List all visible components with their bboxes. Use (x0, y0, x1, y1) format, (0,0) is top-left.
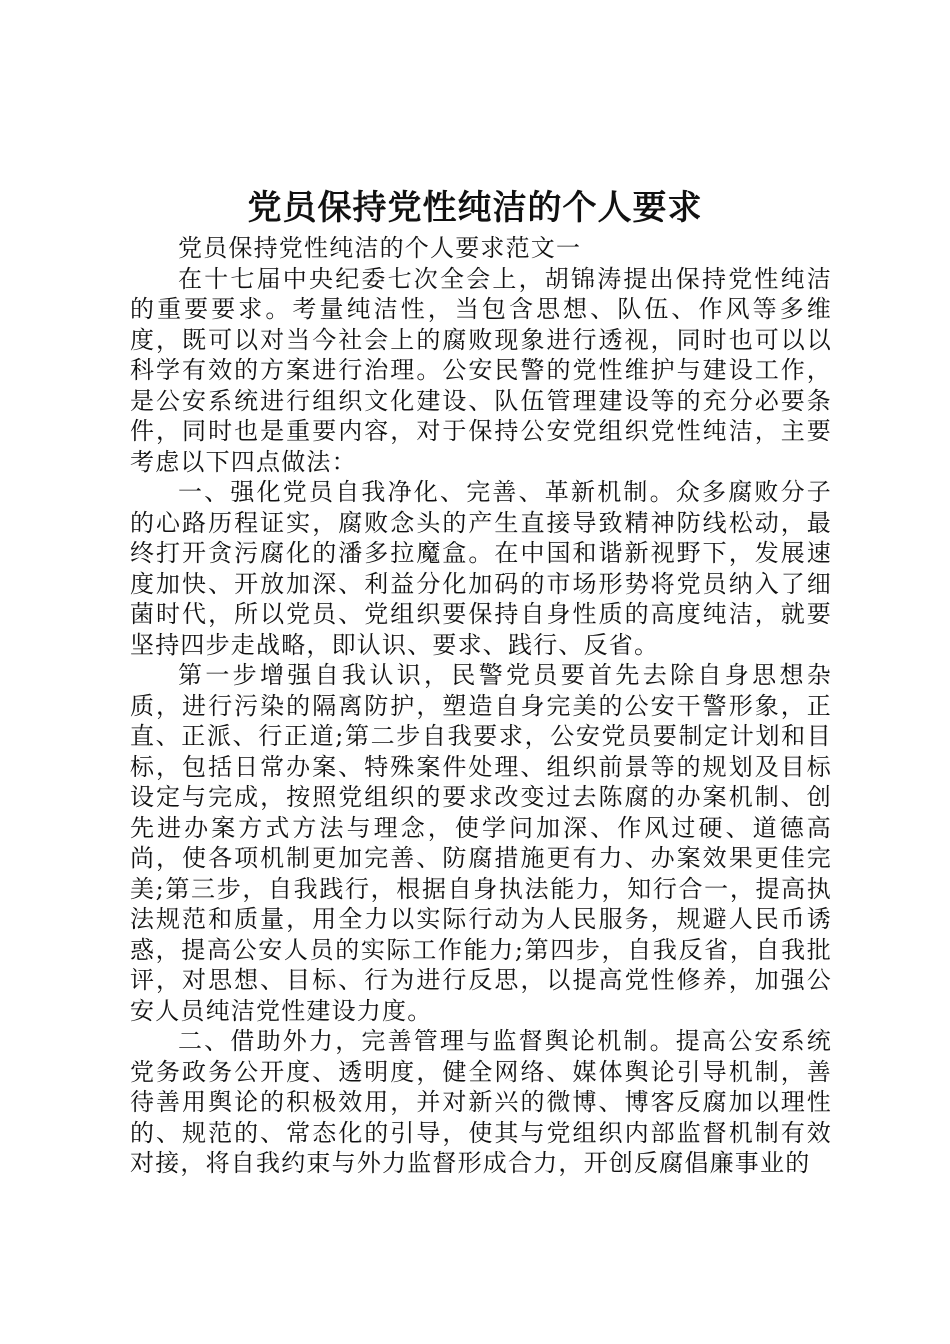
paragraph: 在十七届中央纪委七次全会上，胡锦涛提出保持党性纯洁的重要要求。考量纯洁性，当包含思想、队伍、作风等多维度，既可以对当今社会上的腐败现象进行透视，同时也可以以科学有效的方案进行治理。公安民警的党性维护与建设工作，是公安系统进行组织文化建设、队伍管理建设等的充分必要条件，同时也是重要内容，对于保持公安党组织党性纯洁，主要考虑以下四点做法： (130, 264, 832, 476)
paragraph: 一、强化党员自我净化、完善、革新机制。众多腐败分子的心路历程证实，腐败念头的产生直接导致精神防线松动，最终打开贪污腐化的潘多拉魔盒。在中国和谐新视野下，发展速度加快、开放加深、利益分化加码的市场形势将党员纳入了细菌时代，所以党员、党组织要保持自身性质的高度纯洁，就要坚持四步走战略，即认识、要求、践行、反省。 (130, 478, 832, 659)
document-body (130, 233, 832, 1179)
paragraph: 二、借助外力，完善管理与监督舆论机制。提高公安系统党务政务公开度、透明度，健全网络、媒体舆论引导机制，善待善用舆论的积极效用，并对新兴的微博、博客反腐加以理性的、规范的、常态化的引导，使其与党组织内部监督机制有效对接，将自我约束与外力监督形成合力，开创反腐倡廉事业的 (130, 1027, 832, 1177)
document-title: 党员保持党性纯洁的个人要求 (247, 188, 703, 228)
paragraph-subtitle: 党员保持党性纯洁的个人要求范文一 (178, 234, 582, 262)
paragraph: 第一步增强自我认识，民警党员要首先去除自身思想杂质，进行污染的隔离防护，塑造自身完美的公安干警形象，正直、正派、行正道;第二步自我要求，公安党员要制定计划和目标，包括日常办案、特殊案件处理、组织前景等的规划及目标设定与完成，按照党组织的要求改变过去陈腐的办案机制、创先进办案方式方法与理念，使学问加深、作风过硬、道德高尚，使各项机制更加完善、防腐措施更有力、办案效果更佳完美;第三步，自我践行，根据自身执法能力，知行合一，提高执法规范和质量，用全力以实际行动为人民服务，规避人民币诱惑，提高公安人员的实际工作能力;第四步，自我反省，自我批评，对思想、目标、行为进行反思，以提高党性修养，加强公安人员纯洁党性建设力度。 (130, 661, 832, 1025)
